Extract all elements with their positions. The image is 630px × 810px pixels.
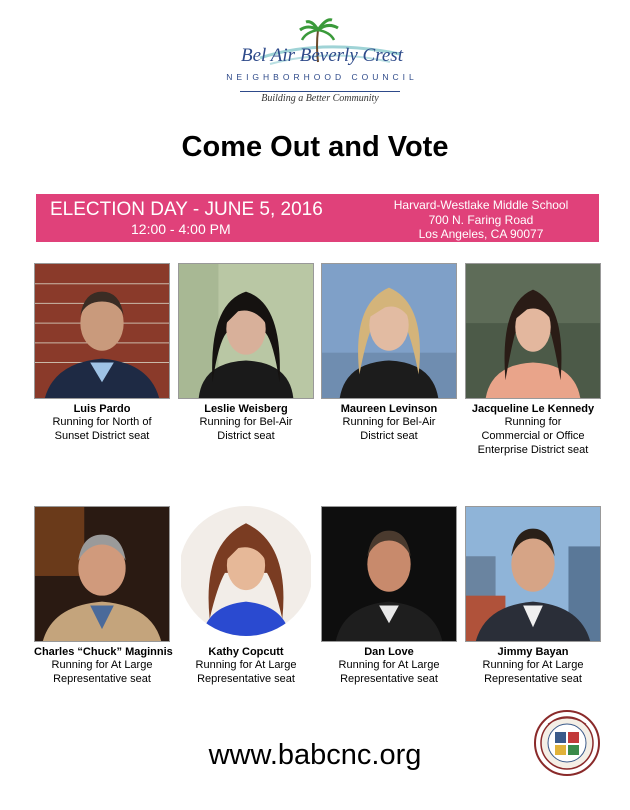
candidate-photo (321, 263, 457, 399)
candidate-photo (465, 506, 601, 642)
election-venue (376, 198, 586, 242)
page-title: Come Out and Vote (181, 131, 449, 163)
candidate-name: Jacqueline Le Kennedy (471, 403, 595, 415)
candidate-seat: Running for At Large Representative seat (51, 659, 153, 685)
candidate-seat: Running for Bel-Air District seat (342, 416, 436, 442)
venue-city: Los Angeles, CA 90077 (418, 227, 544, 241)
website-link[interactable]: www.babcnc.org (208, 739, 422, 771)
city-seal-icon (534, 710, 600, 776)
candidate-photo (178, 263, 314, 399)
candidate-seat: Running for At Large Representative seat (482, 659, 584, 685)
candidate-photo (179, 506, 313, 636)
candidate-name: Charles “Chuck” Maginnis (34, 646, 173, 658)
candidate-card (178, 506, 314, 686)
candidate-card (321, 506, 457, 686)
candidate-name: Kathy Copcutt (208, 646, 284, 658)
candidate-name: Luis Pardo (73, 403, 131, 415)
candidate-photo (465, 263, 601, 399)
election-banner (36, 194, 599, 242)
candidate-seat: Running for At Large Representative seat (195, 659, 297, 685)
candidate-card (465, 506, 601, 686)
candidate-card (34, 506, 173, 686)
candidate-seat: Running for North of Sunset District seat (52, 416, 152, 442)
candidate-card (178, 263, 314, 443)
election-time: 12:00 - 4:00 PM (131, 221, 231, 237)
election-date: ELECTION DAY - JUNE 5, 2016 (50, 199, 323, 220)
candidate-seat: Running for Bel-Air District seat (199, 416, 293, 442)
venue-street: 700 N. Faring Road (428, 212, 534, 227)
candidate-card (34, 263, 170, 443)
candidate-photo (321, 506, 457, 642)
candidate-name: Maureen Levinson (340, 403, 438, 415)
candidate-card (465, 263, 601, 457)
candidate-card (321, 263, 457, 443)
candidate-seat: Running for Commercial or Office Enterprise District seat (477, 416, 589, 456)
candidate-photo (34, 506, 170, 642)
candidate-seat: Running for At Large Representative seat (338, 659, 440, 685)
logo-divider (240, 91, 400, 92)
candidate-name: Jimmy Bayan (497, 646, 569, 658)
logo-name: Bel Air Beverly Crest (241, 45, 403, 66)
logo-subname: NEIGHBORHOOD COUNCIL (226, 72, 418, 82)
logo-tagline: Building a Better Community (261, 93, 379, 104)
candidate-photo (34, 263, 170, 399)
venue-name: Harvard-Westlake Middle School (393, 198, 569, 212)
candidate-name: Dan Love (364, 646, 414, 658)
candidate-name: Leslie Weisberg (204, 403, 288, 415)
